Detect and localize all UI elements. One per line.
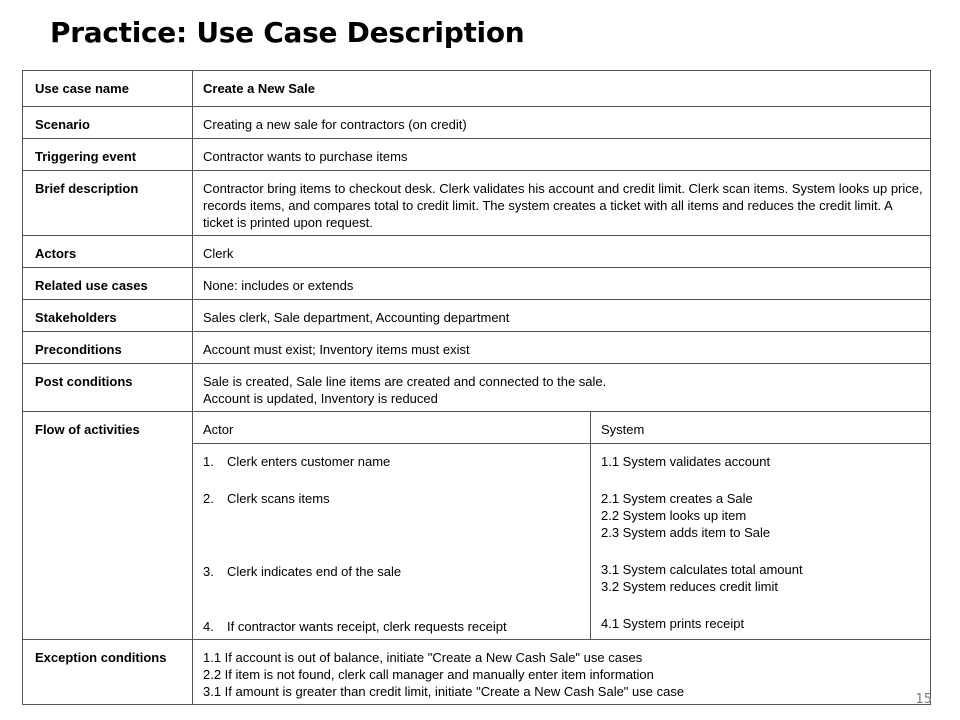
system-step: 2.1 System creates a Sale [601,491,753,506]
flow-actor-header: Actor [193,412,591,444]
value-actors: Clerk [193,236,931,268]
label-triggering-event: Triggering event [23,139,193,171]
actor-steps [193,444,591,640]
label-preconditions: Preconditions [23,332,193,364]
value-exception-conditions [193,640,931,705]
value-brief-description: Contractor bring items to checkout desk. Clerk validates his account and credit limit. Clerk scan items. System looks up price, records items, and compares total to credit limit. The system creates a ticket with all items and reduces the credit limit. A ticket is printed upon request. [193,171,931,236]
exception-line: 3.1 If amount is greater than credit limit, initiate "Create a New Cash Sale" use case [203,684,685,699]
value-use-case-name: Create a New Sale [193,71,931,107]
system-step: 4.1 System prints receipt [601,616,745,631]
value-stakeholders: Sales clerk, Sale department, Accounting department [193,300,931,332]
value-scenario: Creating a new sale for contractors (on credit) [193,107,931,139]
post-condition-line: Sale is created, Sale line items are created and connected to the sale. [203,374,607,389]
label-flow-of-activities: Flow of activities [23,412,193,640]
system-step: 2.2 System looks up item [601,508,747,523]
row-stakeholders [23,300,931,332]
post-condition-line: Account is updated, Inventory is reduced [203,391,438,406]
system-step: 3.1 System calculates total amount [601,562,803,577]
exception-line: 2.2 If item is not found, clerk call manager and manually enter item information [203,667,654,682]
row-post-conditions [23,364,931,412]
exception-line: 1.1 If account is out of balance, initiate "Create a New Cash Sale" use cases [203,650,643,665]
label-stakeholders: Stakeholders [23,300,193,332]
value-triggering-event: Contractor wants to purchase items [193,139,931,171]
system-step: 2.3 System adds item to Sale [601,525,771,540]
actor-step: 2. Clerk scans items [203,491,330,506]
row-exception-conditions [23,640,931,705]
label-post-conditions: Post conditions [23,364,193,412]
row-scenario [23,107,931,139]
actor-step: 4. If contractor wants receipt, clerk requests receipt [203,619,507,634]
value-post-conditions [193,364,931,412]
system-step: 1.1 System validates account [601,454,771,469]
value-related-use-cases: None: includes or extends [193,268,931,300]
label-scenario: Scenario [23,107,193,139]
row-use-case-name [23,71,931,107]
page-title: Practice: Use Case Description [50,16,525,49]
use-case-table [22,70,931,705]
label-exception-conditions: Exception conditions [23,640,193,705]
label-brief-description: Brief description [23,171,193,236]
actor-step: 3. Clerk indicates end of the sale [203,564,402,579]
actor-step: 1. Clerk enters customer name [203,454,391,469]
system-steps [591,444,931,640]
page-number: 15 [915,692,932,707]
system-step: 3.2 System reduces credit limit [601,579,779,594]
label-use-case-name: Use case name [23,71,193,107]
row-flow-header [23,412,931,444]
flow-system-header: System [591,412,931,444]
row-preconditions [23,332,931,364]
row-actors [23,236,931,268]
label-actors: Actors [23,236,193,268]
row-related-use-cases [23,268,931,300]
value-preconditions: Account must exist; Inventory items must exist [193,332,931,364]
row-brief-description [23,171,931,236]
row-triggering-event [23,139,931,171]
label-related-use-cases: Related use cases [23,268,193,300]
